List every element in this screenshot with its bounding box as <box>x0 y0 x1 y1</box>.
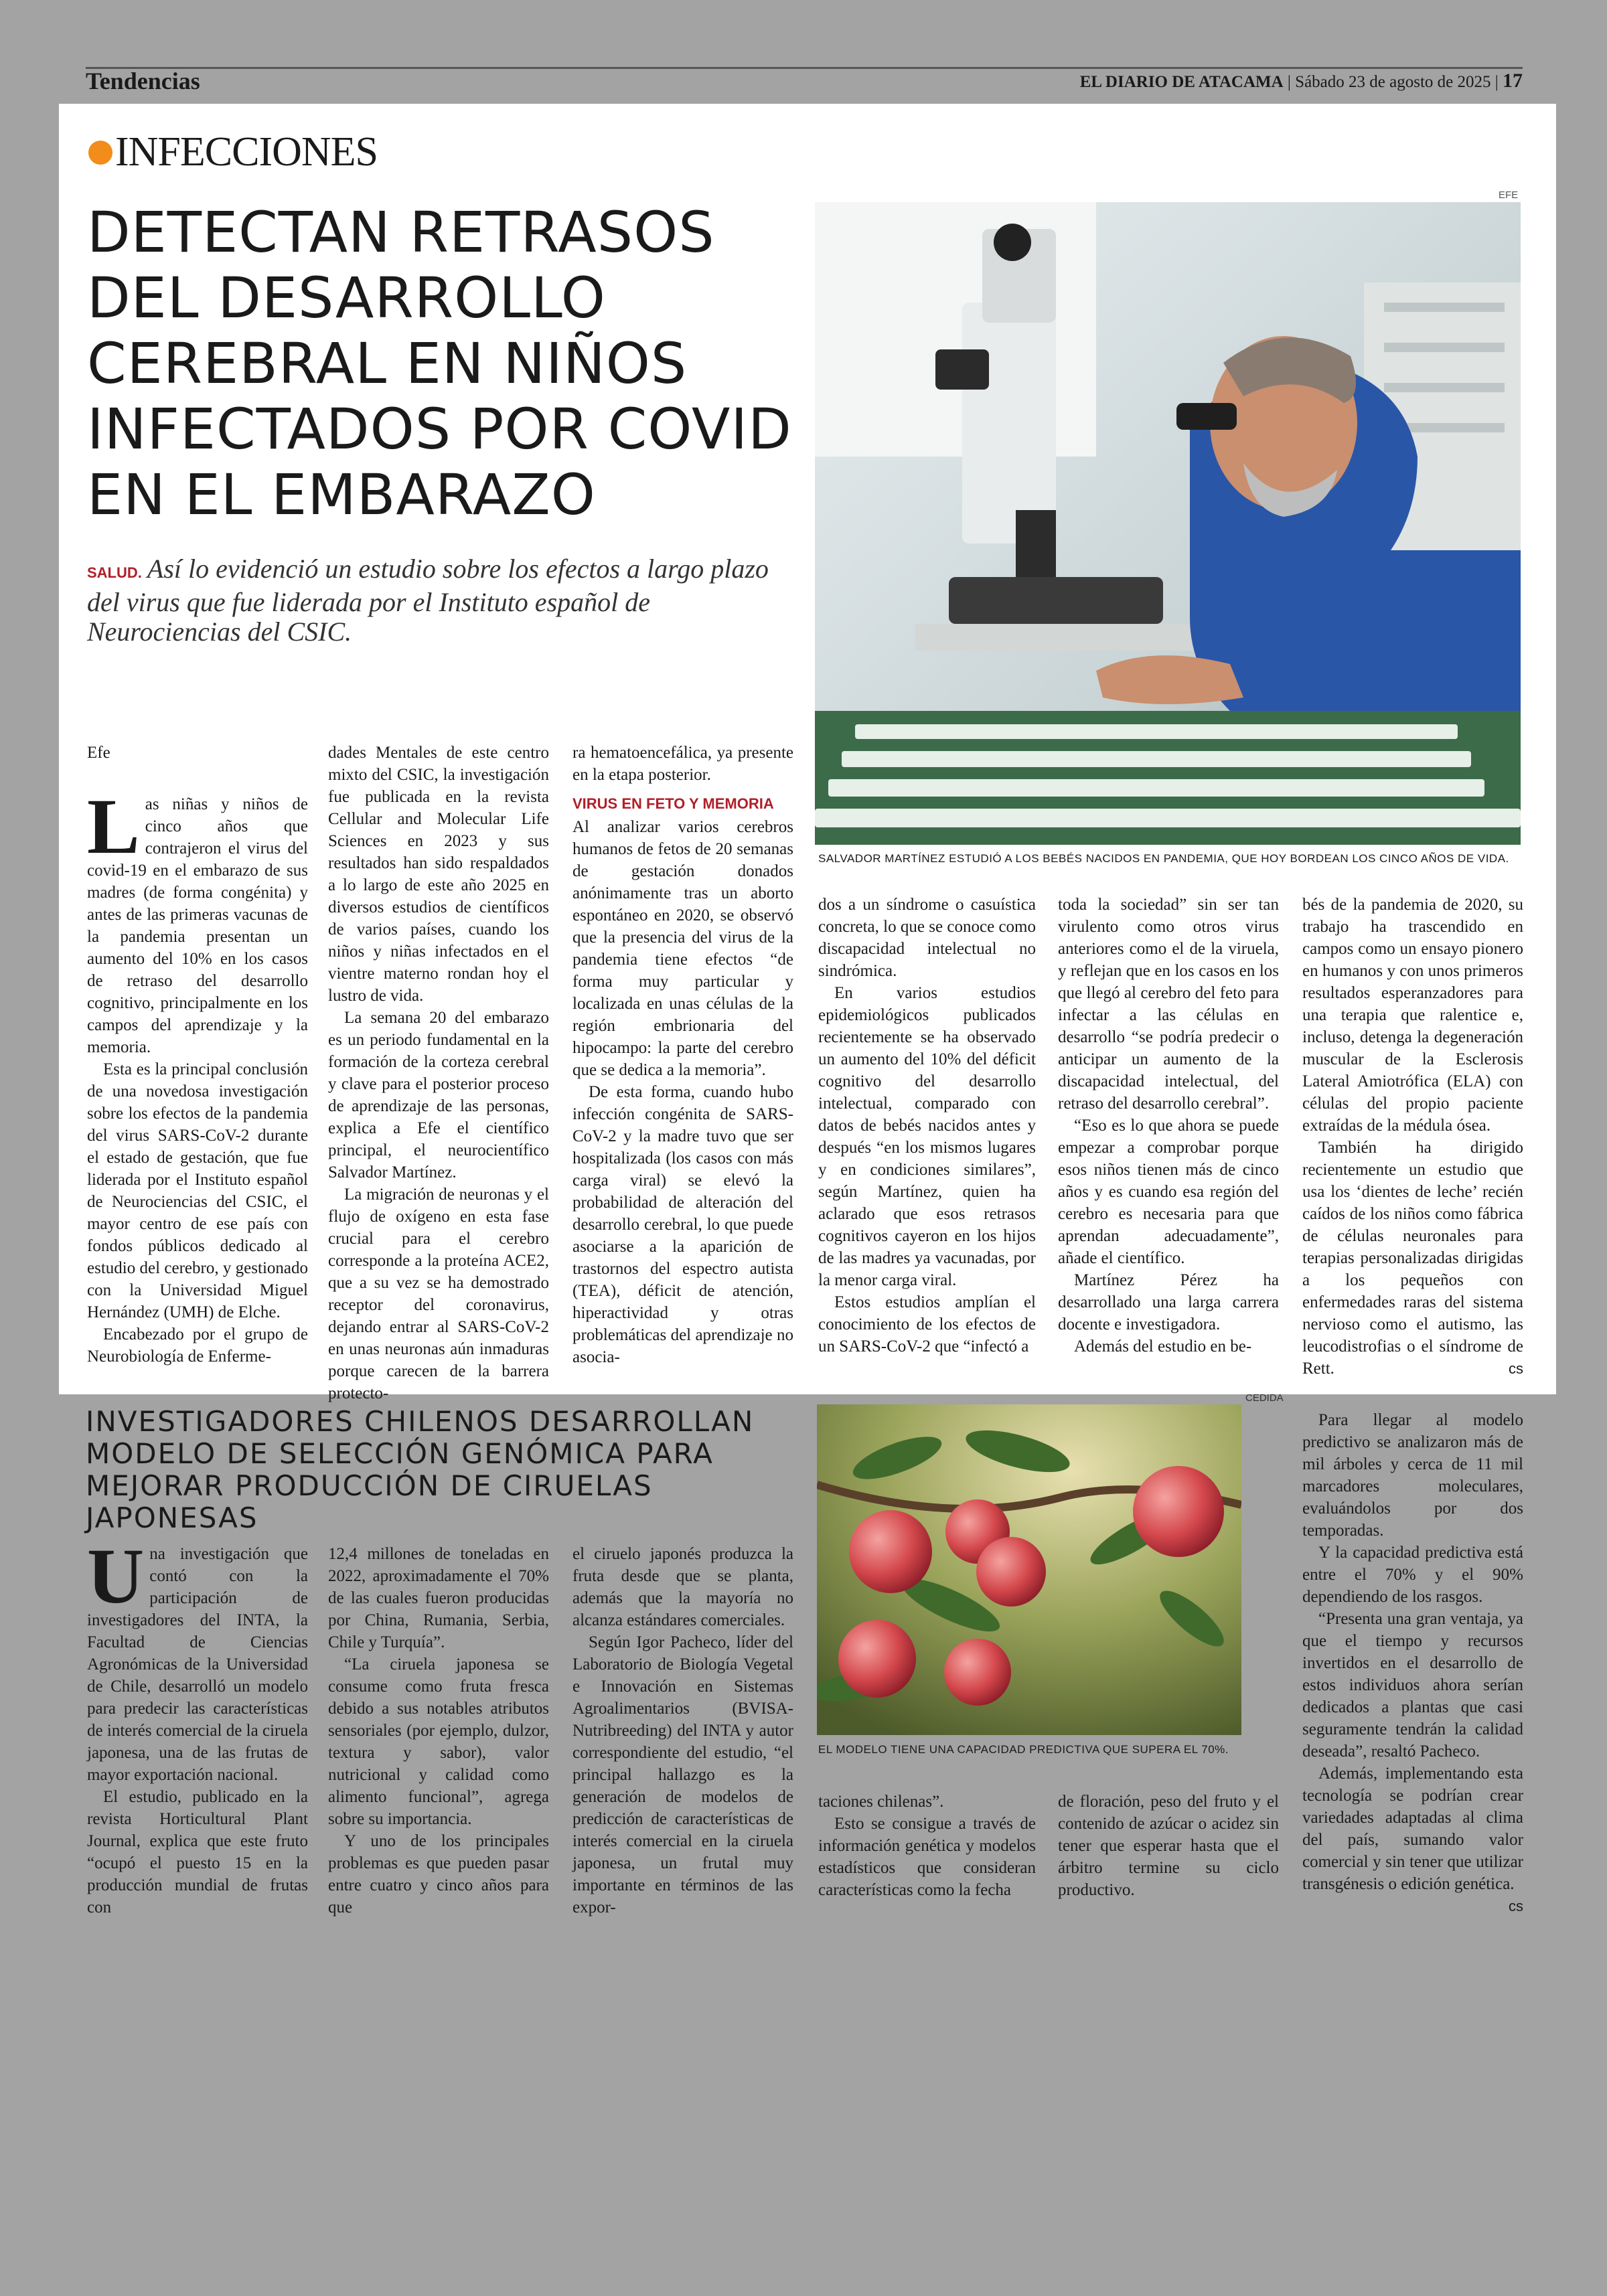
photo-credit: EFE <box>1499 189 1519 201</box>
paragraph: ra hematoencefálica, ya presente en la etapa posterior. <box>572 744 793 784</box>
section-name: Tendencias <box>86 68 200 94</box>
paragraph: Para llegar al modelo predictivo se analizaron más de mil árboles y cerca de 11 mil marcadores moleculares, evaluándolos por dos temporadas. <box>1302 1411 1523 1540</box>
paragraph: taciones chilenas”. <box>818 1793 944 1811</box>
topic-label: INFECCIONES <box>115 129 378 175</box>
article-deck <box>87 554 797 647</box>
scientist-microscope-illustration <box>815 202 1521 845</box>
plums-on-branch-illustration <box>817 1404 1241 1735</box>
publication-name: EL DIARIO DE ATACAMA <box>1079 73 1284 91</box>
article-column <box>328 742 549 1404</box>
paragraph: Además, implementando esta tecnología se podrían crear variedades adaptadas al clima del país, sumando valor comercial y sin tener que utilizar transgénesis o edición genética. cs <box>1302 1762 1523 1895</box>
article-column <box>87 1532 308 1918</box>
paragraph: Además del estudio en be- <box>1074 1337 1252 1356</box>
paragraph: De esta forma, cuando hubo infección congénita de SARS-CoV-2 y la madre tuvo que ser hospitalizada (los casos con más carga viral) se elevó la probabilidad de alteración del desarrollo cerebral, lo que puede asociarse a la aparición de trastornos del espectro autista (TEA), déficit de atención, hiperactividad y otras problemáticas del aprendizaje no asocia- <box>572 1083 793 1366</box>
article-column <box>1058 1791 1279 1901</box>
topic-bullet-icon <box>88 141 112 165</box>
masthead-separator: | <box>1287 73 1291 91</box>
paragraph: “Eso es lo que ahora se puede empezar a comprobar porque esos niños tienen más de cinco años y es cuando esa región del cerebro es necesaria para que aprendan adecuadamente”, añade el científico. <box>1058 1117 1279 1267</box>
byline: Efe <box>87 744 110 762</box>
paragraph: 12,4 millones de toneladas en 2022, aproximadamente el 70% de las cuales fueron producidas por China, Rumania, Serbia, Chile y Turquía”. <box>328 1545 549 1651</box>
photo-credit: CEDIDA <box>1245 1392 1284 1404</box>
article-headline: DETECTAN RETRASOS DEL DESARROLLO CEREBRAL EN NIÑOS INFECTADOS POR COVID EN EL EMBARAZO <box>87 199 792 527</box>
plums-photo <box>817 1404 1241 1735</box>
paragraph: Una investigación que contó con la participación de investigadores del INTA, la Facultad de Ciencias Agronómicas de la Universidad de Chile, desarrolló un modelo para predecir las características de interés comercial de la ciruela japonesa, una de las frutas de mayor exportación nacional. <box>87 1532 308 1784</box>
paragraph: Encabezado por el grupo de Neurobiología de Enferme- <box>87 1325 308 1366</box>
deck-text: Así lo evidenció un estudio sobre los efectos a largo plazo del virus que fue liderada por el Instituto español de Neurociencias del CSIC. <box>87 554 769 647</box>
paragraph: “Presenta una gran ventaja, ya que el tiempo y recursos invertidos en el desarrollo de estos individuos ahora serían dedicados a plantas que casi seguramente tendrán la calidad deseada”, resaltó Pacheco. <box>1302 1610 1523 1760</box>
paragraph: En varios estudios epidemiológicos publicados recientemente se ha observado un aumento del 10% del déficit cognitivo del desarrollo intelectual, comparado con datos de bebés nacidos antes y después “en los mismos lugares y en condiciones similares”, según Martínez, quien ha aclarado que esos retrasos cognitivos cayeron en los hijos de las madres ya vacunadas, por la menor carga viral. <box>818 984 1036 1289</box>
paragraph: Estos estudios amplían el conocimiento de los efectos de un SARS-CoV-2 que “infectó a <box>818 1293 1036 1356</box>
article-column <box>328 1543 549 1918</box>
paragraph: El estudio, publicado en la revista Horticultural Plant Journal, explica que este fruto “ocupó el puesto 15 en la producción mundial de frutas con <box>87 1788 308 1916</box>
lab-photo <box>815 202 1521 845</box>
paragraph: el ciruelo japonés produzca la fruta desde que se planta, además que la mayoría no alcanza estándares comerciales. <box>572 1545 793 1629</box>
deck-kicker: SALUD. <box>87 564 142 581</box>
article-column <box>1302 894 1523 1380</box>
paragraph: Esto se consigue a través de información genética y modelos estadísticos que consideran características como la fecha <box>818 1815 1036 1899</box>
end-mark-icon: cs <box>1509 1360 1523 1377</box>
article-column <box>572 742 793 1368</box>
publication-date: Sábado 23 de agosto de 2025 <box>1295 73 1491 91</box>
paragraph: “La ciruela japonesa se consume como fruta fresca debido a sus notables atributos sensoriales (por ejemplo, dulzor, textura y sabor), valor nutricional y calidad como alimento funcional”, agrega sobre su importancia. <box>328 1655 549 1828</box>
article-column <box>1302 1409 1523 1917</box>
paragraph: Martínez Pérez ha desarrollado una larga carrera docente e investigadora. <box>1058 1271 1279 1333</box>
masthead-separator: | <box>1495 73 1499 91</box>
article-column <box>1058 894 1279 1358</box>
masthead <box>1080 70 1523 92</box>
paragraph: Y uno de los principales problemas es que pueden pasar entre cuatro y cinco años para que <box>328 1832 549 1916</box>
paragraph: de floración, peso del fruto y el contenido de azúcar o acidez sin tener que esperar hasta que el árbitro termine su ciclo productivo. <box>1058 1793 1279 1899</box>
paragraph: toda la sociedad” sin ser tan virulento como otros virus anteriores como el de la viruela, y reflejan que en los casos en los que llegó al cerebro del feto para infectar a las células en desarrollo “se podría predecir o anticipar un aumento de la discapacidad intelectual, del retraso del desarrollo cerebral”. <box>1058 896 1279 1113</box>
paragraph: Y la capacidad predictiva está entre el 70% y el 90% dependiendo de los rasgos. <box>1302 1544 1523 1606</box>
paragraph: Según Igor Pacheco, líder del Laboratorio de Biología Vegetal e Innovación en Sistemas Agroalimentarios (BVISA-Nutribreeding) del INTA y autor correspondiente del estudio, “el principal hallazgo es la generación de modelos de predicción de características de interés comercial en la ciruela japonesa, un frutal muy importante en términos de las expor- <box>572 1633 793 1916</box>
paragraph: También ha dirigido recientemente un estudio que usa los ‘dientes de leche’ recién caídos de los niños como fábrica de células neuronales para terapias personalizadas dirigidas a los pequeños con enfermedades raras del sistema nervioso como el autismo, las leucodistrofias o el síndrome de Rett. cs <box>1302 1137 1523 1380</box>
article-column <box>818 1791 1036 1901</box>
secondary-headline: INVESTIGADORES CHILENOS DESARROLLAN MODELO DE SELECCIÓN GENÓMICA PARA MEJORAR PRODUCCIÓN DE CIRUELAS JAPONESAS <box>86 1405 755 1534</box>
paragraph: La semana 20 del embarazo es un periodo fundamental en la formación de la corteza cerebral y clave para el posterior proceso de aprendizaje de las personas, explica a Efe el científico principal, el neurocientífico Salvador Martínez. <box>328 1009 549 1181</box>
article-column <box>818 894 1036 1358</box>
article-column <box>87 742 308 1368</box>
paragraph: bés de la pandemia de 2020, su trabajo ha trascendido en campos como un ensayo pionero en humanos y con unos primeros resultados esperanzadores para una terapia que ralentice e, incluso, detenga la degeneración muscular de la Esclerosis Lateral Amiotrófica (ELA) con células del propio paciente extraídas de la médula ósea. <box>1302 896 1523 1135</box>
photo-caption: EL MODELO TIENE UNA CAPACIDAD PREDICTIVA QUE SUPERA EL 70%. <box>818 1743 1229 1756</box>
paragraph: dades Mentales de este centro mixto del CSIC, la investigación fue publicada en la revista Cellular and Molecular Life Sciences en 2023 y sus resultados han sido respaldados a lo largo de este año 2025 en diversos estudios de científicos de varios países, cuando los niños y niñas infectados en el vientre materno rondan hoy el lustro de vida. <box>328 744 549 1005</box>
end-mark-icon: cs <box>1509 1898 1523 1914</box>
page-number: 17 <box>1503 70 1523 92</box>
article-column <box>572 1543 793 1918</box>
subheading: VIRUS EN FETO Y MEMORIA <box>572 795 774 812</box>
paragraph: Al analizar varios cerebros humanos de fetos de 20 semanas de gestación donados anónimamente tras un aborto espontáneo en 2020, se observó que la presencia del virus de la pandemia tiene efectos “de forma muy particular y localizada en unas células de la región embrionaria del hipocampo: la parte del cerebro que se dedica a la memoria”. <box>572 818 793 1079</box>
photo-caption: SALVADOR MARTÍNEZ ESTUDIÓ A LOS BEBÉS NACIDOS EN PANDEMIA, QUE HOY BORDEAN LOS CINCO AÑOS DE VIDA. <box>818 852 1509 865</box>
header-rule <box>86 67 1523 69</box>
paragraph: La migración de neuronas y el flujo de oxígeno en esta fase crucial para el cerebro corresponde a la proteína ACE2, que a su vez se ha demostrado receptor del coronavirus, dejando entrar al SARS-CoV-2 en unas neuronas aún inmaduras porque carecen de la barrera protecto- <box>328 1185 549 1402</box>
paragraph: Esta es la principal conclusión de una novedosa investigación sobre los efectos de la pandemia del virus SARS-CoV-2 durante el estado de gestación, que fue liderada por el Instituto español de Neurociencias del CSIC, el mayor centro de ese país con fondos públicos dedicado al estudio del cerebro, y gestionado con la Universidad Miguel Hernández (UMH) de Elche. <box>87 1060 308 1321</box>
paragraph: Las niñas y niños de cinco años que contrajeron el virus del covid-19 en el embarazo de sus madres (de forma congénita) y antes de las primeras vacunas de la pandemia presentan un aumento del 10% en los casos de retraso del desarrollo cognitivo, principalmente en los campos del aprendizaje y la memoria. <box>87 783 308 1056</box>
drop-cap: U <box>87 1532 145 1620</box>
paragraph: dos a un síndrome o casuística concreta, lo que se conoce como discapacidad intelectual no sindrómica. <box>818 896 1036 980</box>
drop-cap: L <box>87 783 140 870</box>
